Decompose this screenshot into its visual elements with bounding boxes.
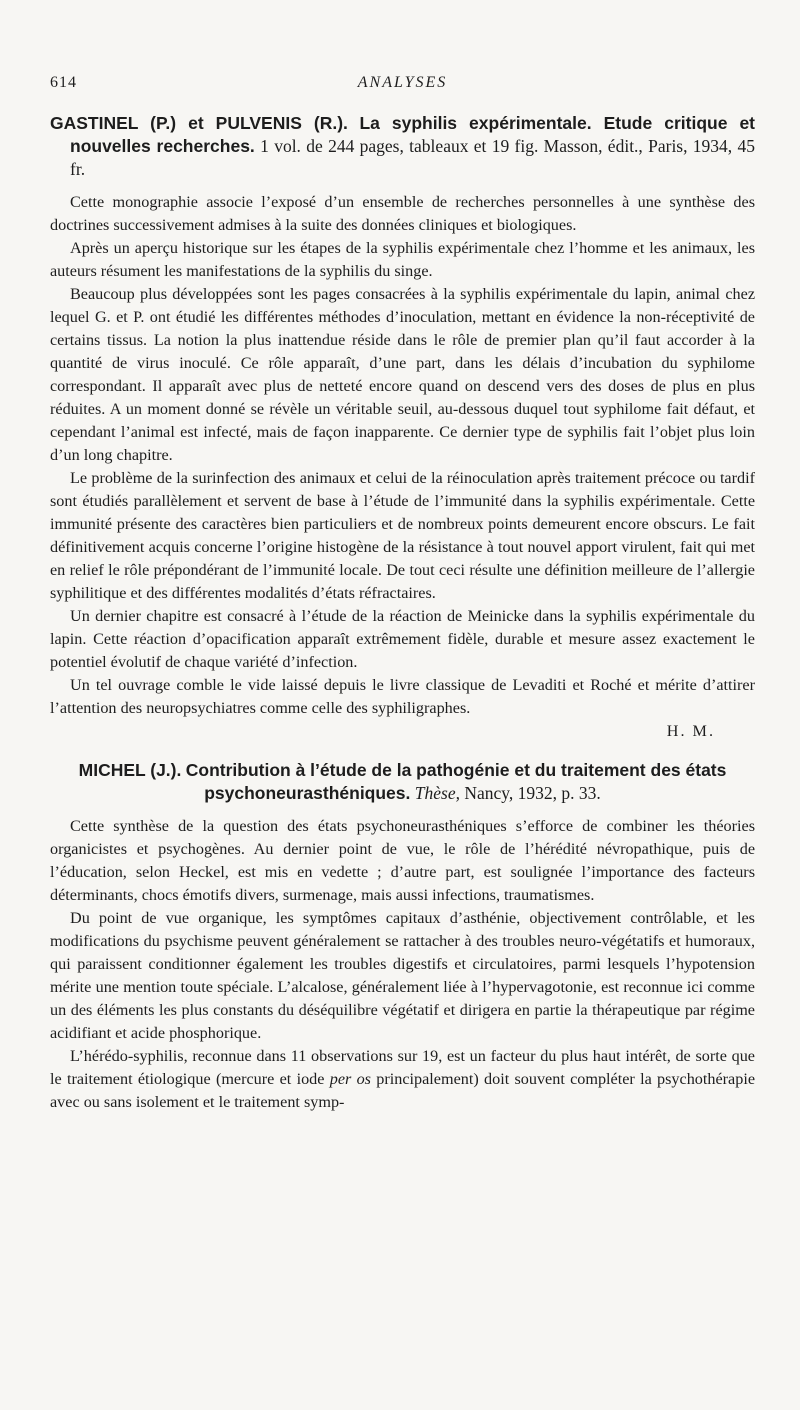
- reviewer-signature: H. M.: [666, 722, 715, 740]
- review-paragraph: Cette synthèse de la question des états psychoneurasthéniques s’efforce de combiner les théories organicistes et psychogènes. Au dernier point de vue, le rôle de l’hérédité névropathique, puis de l’éducation, selon Heckel, est mis en vedette ; d’autre part, est soulignée l’importance des facteurs déterminants, chocs émotifs divers, surmenage, mais aussi infections, traumatismes.: [50, 817, 755, 904]
- review-publication: Nancy, 1932, p. 33.: [464, 783, 601, 803]
- running-header: [50, 74, 755, 94]
- review-paragraph: Après un aperçu historique sur les étapes de la syphilis expérimentale chez l’homme et les animaux, les auteurs résument les manifestations de la syphilis du singe.: [50, 239, 755, 280]
- review-heading: [50, 759, 755, 805]
- review-paragraph: Un dernier chapitre est consacré à l’étude de la réaction de Meinicke dans la syphilis expérimentale du lapin. Cette réaction d’opacification apparaît extrêmement fidèle, durable et mesure assez exactement le potentiel évolutif de chaque variété d’infection.: [50, 607, 755, 671]
- per-os-term: per os: [329, 1070, 371, 1088]
- running-title: ANALYSES: [357, 74, 448, 91]
- page-number: 614: [50, 74, 77, 91]
- paragraph-text-start: L’hérédo-syphilis, reconnue dans 11 observations sur 19, est un facteur du plus haut intérêt, de sorte que le traitement étiologique (mercure et iode: [50, 1047, 755, 1088]
- review-paragraph: Un tel ouvrage comble le vide laissé depuis le livre classique de Levaditi et Roché et mérite d’attirer l’attention des neuropsychiatres comme celle des syphiligraphes.: [50, 676, 755, 717]
- review-paragraph: Beaucoup plus développées sont les pages consacrées à la syphilis expérimentale du lapin, animal chez lequel G. et P. ont étudié les différentes méthodes d’inoculation, mettant en évidence la non-réceptivité de certains tissus. La notion la plus inattendue réside dans le rôle de premier plan qu’il faut accorder à la quantité de virus inoculé. Ce rôle apparaît, d’une part, dans les délais d’incubation du syphilome correspondant. Il apparaît avec plus de netteté encore quand on descend vers des doses de plus en plus réduites. A un moment donné se révèle un véritable seuil, au-dessous duquel tout syphilome fait défaut, et cependant l’animal est infecté, mais de façon inapparente. Ce dernier type de syphilis fait l’objet plus loin d’un long chapitre.: [50, 285, 755, 464]
- review-paragraph: Cette monographie associe l’exposé d’un ensemble de recherches personnelles à une synthèse des doctrines successivement admises à la suite des données cliniques et biologiques.: [50, 193, 755, 234]
- review-paragraph: Du point de vue organique, les symptômes capitaux d’asthénie, objectivement contrôlable, et les modifications du psychisme peuvent généralement se rattacher à des troubles neuro-végétatifs et humoraux, qui paraissent conditionner également les troubles digestifs et circulatoires, parmi lesquels l’hypotension mérite une mention toute spéciale. L’alcalose, généralement liée à l’hypervagotonie, est reconnue ici comme un des éléments les plus constants du déséquilibre végétatif et dirigera en partie la thérapeutique par régime acidifiant et acide phosphorique.: [50, 909, 755, 1042]
- review-gastinel-pulvenis: [50, 112, 755, 743]
- review-thesis-label: Thèse,: [414, 783, 460, 803]
- review-authors: GASTINEL (P.) et PULVENIS (R.).: [50, 113, 348, 133]
- journal-page: [50, 0, 755, 1114]
- review-michel: [50, 759, 755, 1114]
- review-heading: [50, 112, 755, 181]
- review-title: Contribution à l’étude de la pathogénie et du traitement des états psychoneurasthéniques.: [185, 760, 727, 803]
- review-paragraph: Le problème de la surinfection des animaux et celui de la réinoculation après traitement précoce ou tardif sont étudiés parallèlement et servent de base à l’étude de l’immunité dans la syphilis expérimentale. Cette immunité présente des caractères bien particuliers et de nombreux points demeurent encore obscurs. Le fait définitivement acquis concerne l’origine histogène de la résistance à tout nouvel apport virulent, fait qui met en relief le rôle prépondérant de l’immunité locale. De tout ceci résulte une définition meilleure de l’allergie syphilitique et des différentes modalités d’états réfractaires.: [50, 469, 755, 602]
- review-authors: MICHEL (J.).: [78, 760, 182, 780]
- review-publication: 1 vol. de 244 pages, tableaux et 19 fig. Masson, édit., Paris, 1934, 45 fr.: [70, 136, 756, 179]
- review-paragraph: [50, 1045, 755, 1114]
- paragraph-text-end: principalement) doit souvent compléter la psychothérapie avec ou sans isolement et le traitement symp-: [50, 1070, 756, 1111]
- review-title: La syphilis expérimentale. Etude critique et nouvelles recherches.: [70, 113, 756, 156]
